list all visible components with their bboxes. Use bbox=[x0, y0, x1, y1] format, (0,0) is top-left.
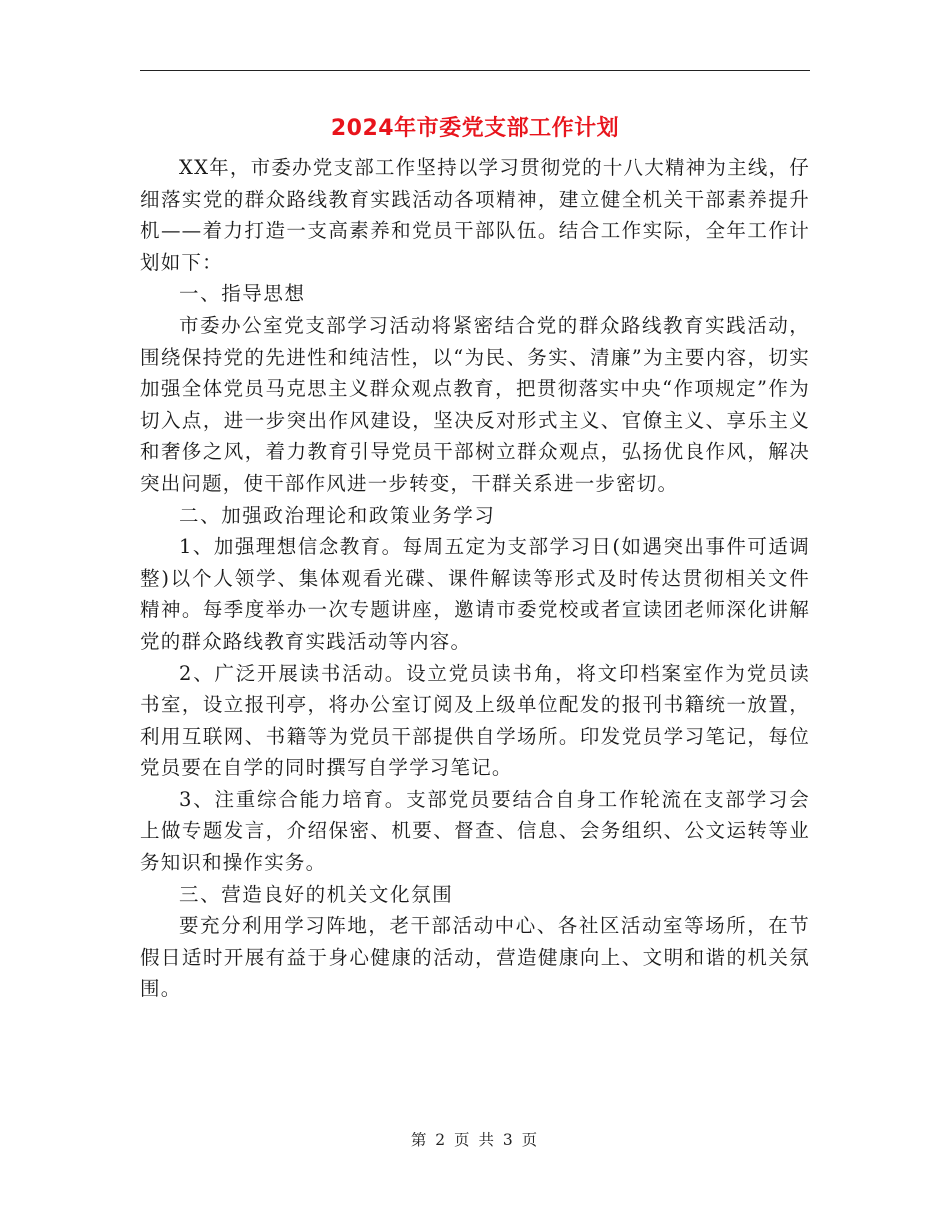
section-heading-culture: 三、营造良好的机关文化氛围 bbox=[179, 882, 454, 906]
document-body bbox=[140, 152, 810, 1005]
header-rule bbox=[140, 70, 810, 71]
section-heading-study: 二、加强政治理论和政策业务学习 bbox=[179, 503, 496, 527]
intro-paragraph: XX年，市委办党支部工作坚持以学习贯彻党的十八大精神为主线，仔细落实党的群众路线教育实践活动各项精神，建立健全机关干部素养提升机——着力打造一支高素养和党员干部队伍。结合工作实际，全年工作计划如下： bbox=[140, 156, 810, 274]
page-footer: 第 2 页 共 3 页 bbox=[410, 1131, 540, 1149]
study-item-3: 3、注重综合能力培育。支部党员要结合自身工作轮流在支部学习会上做专题发言，介绍保密、机要、督查、信息、会务组织、公文运转等业务知识和操作实务。 bbox=[140, 787, 810, 875]
study-item-1: 1、加强理想信念教育。每周五定为支部学习日(如遇突出事件可适调整)以个人领学、集体观看光碟、课件解读等形式及时传达贯彻相关文件精神。每季度举办一次专题讲座，邀请市委党校或者宣读团老师深化讲解党的群众路线教育实践活动等内容。 bbox=[140, 535, 810, 653]
study-item-2: 2、广泛开展读书活动。设立党员读书角，将文印档案室作为党员读书室，设立报刊亭，将办公室订阅及上级单位配发的报刊书籍统一放置，利用互联网、书籍等为党员干部提供自学场所。印发党员学习笔记，每位党员要在自学的同时撰写自学学习笔记。 bbox=[140, 661, 810, 780]
document-title: 2024年市委党支部工作计划 bbox=[330, 116, 620, 141]
guiding-ideology-paragraph: 市委办公室党支部学习活动将紧密结合党的群众路线教育实践活动，围绕保持党的先进性和纯洁性，以“为民、务实、清廉”为主要内容，切实加强全体党员马克思主义群众观点教育，把贯彻落实中央“作项规定”作为切入点，进一步突出作风建设，坚决反对形式主义、官僚主义、享乐主义和奢侈之风，着力教育引导党员干部树立群众观点，弘扬优良作风，解决突出问题，使干部作风进一步转变，干群关系进一步密切。 bbox=[140, 313, 810, 495]
section-heading-guiding-ideology: 一、指导思想 bbox=[179, 282, 306, 306]
culture-paragraph: 要充分利用学习阵地，老干部活动中心、各社区活动室等场所，在节假日适时开展有益于身心健康的活动，营造健康向上、文明和谐的机关氛围。 bbox=[140, 914, 810, 1001]
